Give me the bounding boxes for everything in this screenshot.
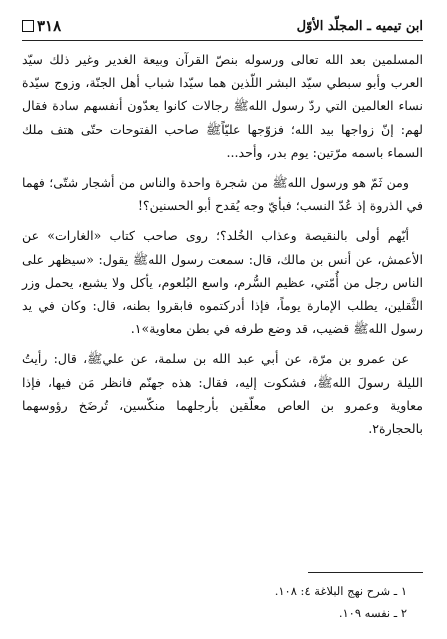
page-number-text: ٣١٨ bbox=[37, 17, 62, 35]
footnote-1: ١ ـ شرح نهج البلاغة ٤: ١٠٨. bbox=[274, 584, 407, 598]
footnotes bbox=[22, 580, 407, 624]
page-number-box-icon bbox=[22, 20, 34, 32]
paragraph-3: أيّهم أولى بالنقيصة وعذاب الخُلد؟؛ روى صاحب كتاب «الغارات» عن الأعمش، عن أنس بن مالك، قال: سمعت رسول اللهﷺ يقول: «سيظهر على الناس رجل من أُمّتي، عظيم السُّرم، واسع البُلعوم، يأكل ولا يشبع، يحمل وزر الثَّقلين، يطلب الإمارة يوماً، فإذا أدركتموه فابقروا بطنه، قال: وكان في يد رسول اللهﷺ قضيب، قد وضع طرفه في بطن معاوية»١. bbox=[22, 228, 423, 337]
header-divider bbox=[22, 40, 423, 41]
paragraph-2: ومن ثَمّ هو ورسول اللهﷺ من شجرة واحدة والناس من أشجار شتّى؛ فهما في الذروة إذ عُدّ النسب؛ فبأيّ وجه يُقدح أبو الحسنين؟! bbox=[22, 175, 423, 214]
main-text bbox=[22, 48, 423, 447]
paragraph-1: المسلمين بعد الله تعالى ورسوله بنصّ القرآن وبيعة الغدير وغير ذلك سيّد العرب وأبو سبطي سيّد البشر اللّذين هما سيّدا شباب أهل الجنّة، وزوج سيّدة نساء العالمين التي ردّ رسول اللهﷺ رجالات كانوا يعدّون أنفسهم سادة فقال لهم: إنّ زواجها بيد الله؛ فزوّجها عليّاًﷺ صاحب الفتوحات حتّى هتف ملك السماء باسمه مرّتين: يوم بدر، وأحد... bbox=[22, 52, 423, 160]
page-number bbox=[22, 17, 61, 35]
paragraph-4: عن عمرو بن مرّة، عن أبي عبد الله بن سلمة، عن عليﷺ، قال: رأيتُ الليلة رسولَ اللهﷺ، فشكوت إليه، فقال: هذه جهنّم فانظر مَن فيها، فإذا معاوية وعمرو بن العاص معلّقين بأرجلهما منكّسين، تُرضَخ رؤوسهما بالحجارة٢. bbox=[22, 351, 423, 437]
running-title: ابن تيميه ـ المجلّد الأوّل bbox=[296, 18, 423, 34]
footnote-divider bbox=[308, 572, 423, 573]
page-header bbox=[22, 14, 423, 38]
footnote-2: ٢ ـ نفسه ١٠٩. bbox=[338, 606, 407, 620]
